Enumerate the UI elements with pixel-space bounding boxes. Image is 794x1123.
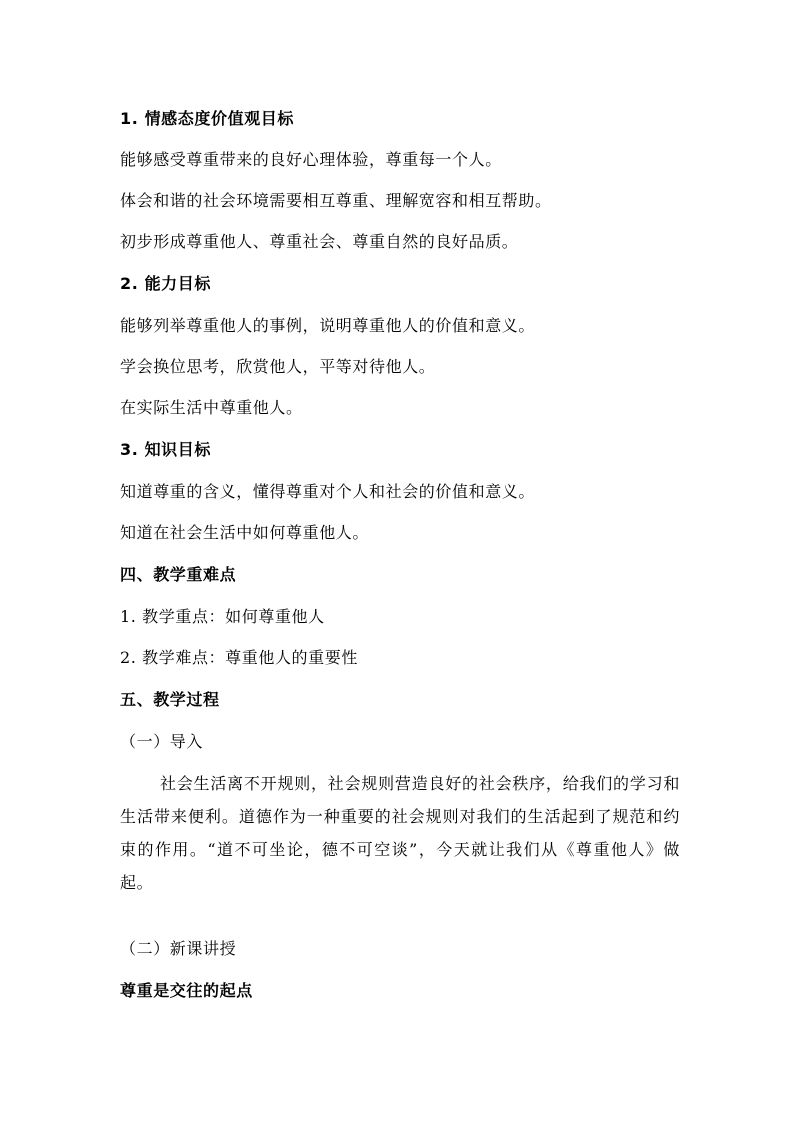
text-line: 体会和谐的社会环境需要相互尊重、理解宽容和相互帮助。 (120, 191, 552, 210)
text-line: 知道在社会生活中如何尊重他人。 (120, 523, 370, 542)
section-heading-ability-goals: 2. 能力目标 (120, 274, 211, 293)
text-line: 在实际生活中尊重他人。 (120, 398, 303, 417)
section-heading-knowledge-goals: 3. 知识目标 (120, 440, 211, 459)
text-line: 能够列举尊重他人的事例，说明尊重他人的价值和意义。 (120, 316, 536, 335)
text-line: 知道尊重的含义，懂得尊重对个人和社会的价值和意义。 (120, 482, 536, 501)
section-heading-teaching-process: 五、教学过程 (120, 690, 220, 709)
intro-paragraph: 社会生活离不开规则，社会规则营造良好的社会秩序，给我们的学习和生活带来便利。道德作为一种重要的社会规则对我们的生活起到了规范和约束的作用。“道不可坐论，德不可空谈”，今天就让我们从《尊重他人》做起。 (120, 774, 680, 892)
text-line: 学会换位思考，欣赏他人，平等对待他人。 (120, 357, 436, 376)
text-line: 能够感受尊重带来的良好心理体验，尊重每一个人。 (120, 150, 502, 169)
text-line: 2. 教学难点：尊重他人的重要性 (120, 648, 358, 667)
topic-heading: 尊重是交往的起点 (120, 981, 253, 1000)
section-heading-key-points: 四、教学重难点 (120, 565, 237, 584)
subsection-heading-intro: （一）导入 (120, 732, 204, 751)
section-heading-emotional-goals: 1. 情感态度价值观目标 (120, 109, 294, 128)
text-line: 初步形成尊重他人、尊重社会、尊重自然的良好品质。 (120, 232, 519, 251)
subsection-heading-new-lesson: （二）新课讲授 (120, 939, 237, 958)
text-line: 1. 教学重点：如何尊重他人 (120, 607, 325, 626)
